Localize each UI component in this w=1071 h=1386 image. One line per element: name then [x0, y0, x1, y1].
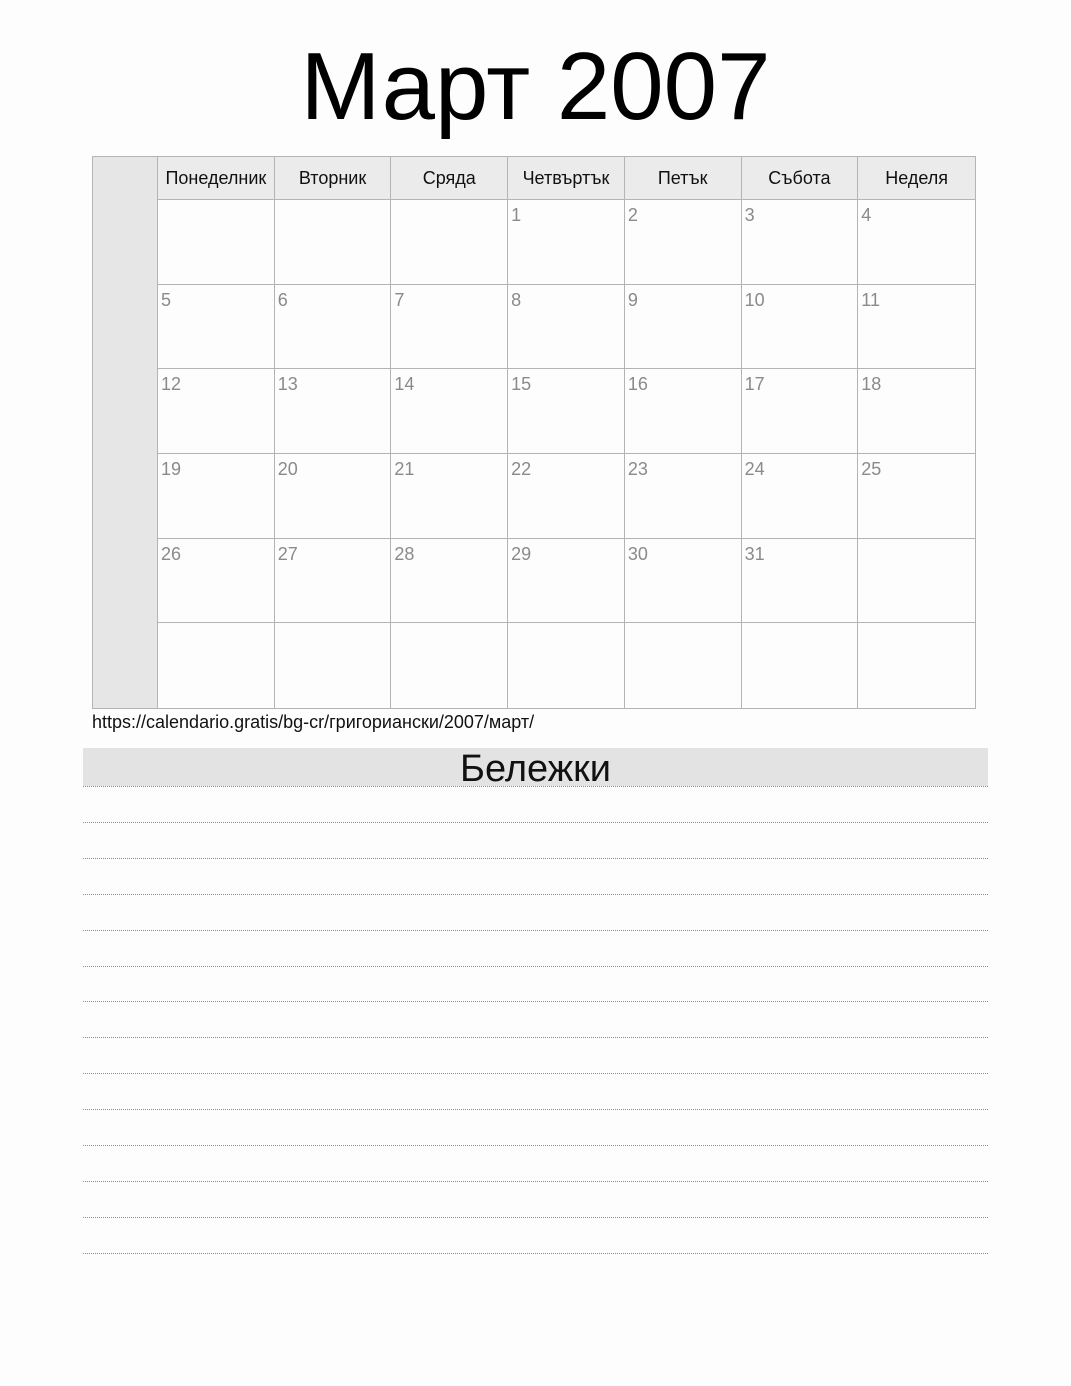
weekday-header: Четвъртък	[508, 157, 625, 200]
note-line	[83, 1037, 988, 1038]
day-number: 19	[161, 458, 182, 479]
note-line	[83, 786, 988, 787]
day-number: 1	[511, 205, 522, 225]
day-cell	[391, 539, 508, 624]
day-cell	[508, 369, 625, 454]
day-number: 10	[744, 289, 765, 310]
day-cell	[625, 539, 742, 624]
day-number: 9	[627, 289, 638, 310]
day-cell	[275, 200, 392, 285]
day-cell	[625, 623, 742, 708]
day-number: 18	[861, 374, 882, 395]
day-cell	[508, 623, 625, 708]
day-number: 14	[394, 374, 415, 395]
day-number: 2	[627, 205, 638, 225]
day-cell	[742, 285, 859, 370]
day-cell	[508, 454, 625, 539]
day-number: 17	[744, 374, 765, 395]
weekday-header: Петък	[625, 157, 742, 200]
note-line	[83, 930, 988, 931]
calendar-title: Март 2007	[300, 33, 771, 140]
day-cell	[275, 285, 392, 370]
source-url[interactable]: https://calendario.gratis/bg-cr/григориански/2007/март/	[92, 712, 535, 732]
day-cell	[508, 285, 625, 370]
day-number: 22	[511, 458, 532, 479]
day-number: 8	[511, 289, 522, 310]
day-number: 21	[394, 458, 415, 479]
week-number-column	[93, 157, 158, 708]
day-number: 20	[277, 458, 298, 479]
day-cell	[858, 454, 975, 539]
day-number: 6	[277, 289, 288, 310]
note-line	[83, 1073, 988, 1074]
day-cell	[625, 200, 742, 285]
day-cell	[158, 285, 275, 370]
day-cell	[858, 623, 975, 708]
note-line	[83, 1181, 988, 1182]
day-cell	[742, 200, 859, 285]
day-cell	[508, 200, 625, 285]
day-number: 23	[627, 458, 648, 479]
day-number: 30	[627, 543, 648, 564]
day-number: 29	[511, 543, 532, 564]
note-line	[83, 1253, 988, 1254]
note-line	[83, 858, 988, 859]
day-cell	[742, 539, 859, 624]
day-cell	[508, 539, 625, 624]
day-number: 16	[627, 374, 648, 395]
note-line	[83, 822, 988, 823]
weekday-header: Сряда	[391, 157, 508, 200]
note-line	[83, 1145, 988, 1146]
day-number: 4	[861, 205, 872, 225]
day-number: 13	[277, 374, 298, 395]
day-cell	[391, 200, 508, 285]
day-number: 12	[161, 374, 182, 395]
day-cell	[391, 285, 508, 370]
weekday-header: Събота	[742, 157, 859, 200]
day-cell	[858, 539, 975, 624]
day-cell	[275, 539, 392, 624]
weekday-header: Понеделник	[158, 157, 275, 200]
day-number: 15	[511, 374, 532, 395]
day-number: 31	[744, 543, 765, 564]
note-line	[83, 894, 988, 895]
day-cell	[742, 454, 859, 539]
day-cell	[391, 369, 508, 454]
day-cell	[158, 454, 275, 539]
day-number: 27	[277, 543, 298, 564]
day-cell	[158, 539, 275, 624]
day-number: 24	[744, 458, 765, 479]
calendar-grid	[92, 156, 976, 709]
day-cell	[625, 285, 742, 370]
day-cell	[275, 454, 392, 539]
note-line	[83, 1109, 988, 1110]
day-number: 26	[161, 543, 182, 564]
day-number: 25	[861, 458, 882, 479]
day-number: 3	[744, 205, 755, 225]
day-cell	[158, 200, 275, 285]
note-line	[83, 1217, 988, 1218]
day-cell	[391, 623, 508, 708]
day-cell	[275, 369, 392, 454]
day-cell	[625, 454, 742, 539]
day-number: 7	[394, 289, 405, 310]
day-cell	[742, 623, 859, 708]
day-number: 28	[394, 543, 415, 564]
day-cell	[275, 623, 392, 708]
weekday-header: Вторник	[275, 157, 392, 200]
day-cell	[858, 200, 975, 285]
day-cell	[858, 285, 975, 370]
day-cell	[391, 454, 508, 539]
notes-title: Бележки	[83, 748, 988, 786]
day-cell	[742, 369, 859, 454]
day-number: 11	[861, 289, 880, 310]
note-line	[83, 966, 988, 967]
day-cell	[158, 369, 275, 454]
day-cell	[158, 623, 275, 708]
day-number: 5	[161, 289, 172, 310]
day-cell	[858, 369, 975, 454]
weekday-header: Неделя	[858, 157, 975, 200]
day-cell	[625, 369, 742, 454]
note-line	[83, 1001, 988, 1002]
